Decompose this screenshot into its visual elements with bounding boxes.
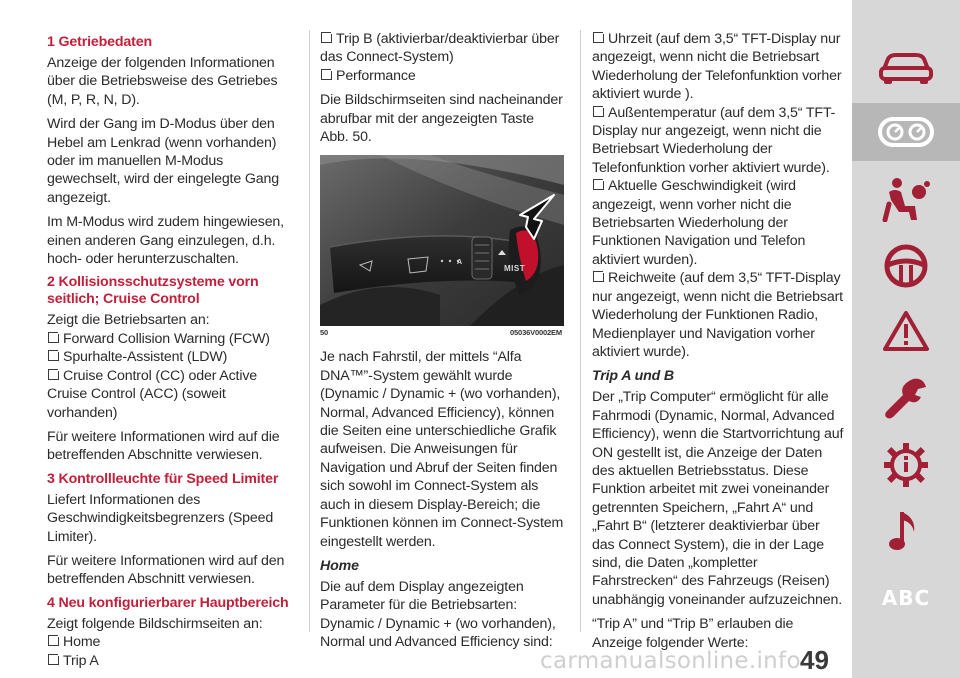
checkbox-bullet-icon [48,350,59,361]
page-number: 49 [800,645,829,675]
nav-item-multimedia[interactable] [852,502,960,560]
nav-item-warnings[interactable] [852,302,960,360]
paragraph: Wird der Gang im D-Modus über den Hebel am Lenkrad (wenn vorhanden) oder im manuellen M-Modus gewechselt, wird der eingelegte Gang angezeigt. [47,116,279,206]
subheading-home: Home [320,557,359,574]
paragraph: Für weitere Informationen wird auf den betreffenden Abschnitt verwiesen. [47,552,285,588]
paragraph: Anzeige der folgenden Informationen über die Betriebsweise des Getriebes (M, P, R, N, D). [47,55,278,108]
list-item: Spurhalte-Assistent (LDW) [47,348,299,366]
airbag-person-icon [881,176,931,222]
paragraph: Im M-Modus wird zudem hingewiesen, einen anderen Gang einzulegen, d.h. hoch- oder herunterzuschalten. [47,214,284,268]
bullet-list [47,330,299,422]
list-item: Aktuelle Geschwindigkeit (wird angezeigt, wenn vorher nicht die Betriebsarten Wiederholung der Funktionen Navigation und Telefon aktiviert wurden). [592,178,806,268]
column-1 [47,30,299,670]
nav-item-start-drive[interactable] [852,237,960,295]
paragraph: Der „Trip Computer“ ermöglicht für alle Fahrmodi (Dynamic, Normal, Advanced Efficiency), wenn die Startvorrichtung auf ON gestellt ist, die Anzeige der Daten des aktuellen Betriebsstatus. Diese Funktion arbeitet mit zwei voneinander getrennten Speichern, „Fahrt A“ und „Fahrt B“ (letzterer deaktivierbar über das Connect System), die in der Lage sind, die Daten „kompletter Fahrstrecken“ des Fahrzeugs (Reisen) unabhängig voneinander aufzuzeichnen. [592,389,844,608]
list-item: Reichweite (auf dem 3,5“ TFT-Display nur angezeigt, wenn nicht die Betriebsart Wiederholung der Funktionen Radio, Medienplayer und Navigation vorher aktiviert wurde). [592,270,843,360]
checkbox-bullet-icon [48,369,59,380]
nav-item-car[interactable] [852,40,960,98]
paragraph: Zeigt folgende Bildschirmseiten an: [47,615,263,632]
bullet-list [592,30,844,361]
checkbox-bullet-icon [593,32,604,43]
list-item: Außentemperatur (auf dem 3,5“ TFT-Display nur angezeigt, wenn nicht die Betriebsart Wiederholung der Telefonfunktion vorher aktiviert wurde). [592,104,836,176]
checkbox-bullet-icon [593,106,604,117]
list-item: Forward Collision Warning (FCW) [47,330,299,348]
music-note-icon [888,508,924,554]
paragraph: “Trip A” und “Trip B” erlauben die Anzeige folgender Werte: [592,616,794,651]
column-3 [592,30,844,658]
chapter-sidebar [852,0,960,678]
nav-item-index-abc[interactable]: ABC [881,586,931,610]
section-heading-hauptbereich: 4 Neu konfigurierbarer Hauptbereich [47,594,289,611]
list-item: Uhrzeit (auf dem 3,5“ TFT-Display nur angezeigt, wenn nicht die Betriebsart Wiederholung der Telefonfunktion vorher aktiviert wurde ). [592,31,842,103]
column-2 [320,30,564,658]
section-heading-getriebedaten: 1 Getriebedaten [47,34,152,50]
figure-code: 05036V0002EM [510,328,562,338]
bullet-list [320,30,564,85]
checkbox-bullet-icon [321,69,332,80]
nav-item-maintenance[interactable] [852,436,960,494]
column-divider [309,30,310,632]
paragraph: Liefert Informationen des Geschwindigkeitsbegrenzers (Speed Limiter). [47,491,274,545]
column-divider [580,30,581,632]
checkbox-bullet-icon [48,635,59,646]
paragraph: Für weitere Informationen wird auf die betreffenden Abschnitte verwiesen. [47,428,280,464]
car-icon [878,51,934,87]
list-item: Cruise Control (CC) oder Active Cruise Control (ACC) (soweit vorhanden) [47,367,258,421]
list-item: Home [47,633,299,651]
figure-label-mist: MIST [504,264,526,274]
list-item: Trip A [47,652,299,670]
checkbox-bullet-icon [593,271,604,282]
checkbox-bullet-icon [321,32,332,43]
checkbox-bullet-icon [48,332,59,343]
nav-item-emergency[interactable] [852,369,960,427]
figure-number: 50 [320,328,329,338]
list-item: Trip B (aktivierbar/deaktivierbar über das Connect-System) [320,31,560,66]
dashboard-gauges-icon [878,117,934,147]
paragraph: Je nach Fahrstil, der mittels “Alfa DNA™”-System gewählt wurde (Dynamic / Dynamic + (wo vorhanden), Normal, Advanced Efficiency), können die Seiten eine unterschiedliche Grafik aufweisen. Die Anweisungen für Navigation und Abruf der Seiten finden sich sowohl im Connect-System als auch in diesem Display-Bereich; die Funktionen können im Connect-System eingestellt werden. [320,349,564,550]
wrench-icon [883,375,929,421]
paragraph: Zeigt die Betriebsarten an: [47,312,210,329]
nav-item-dashboard[interactable] [852,103,960,161]
bullet-list [47,633,299,670]
steering-wheel-icon [883,243,929,289]
gear-info-icon [883,442,929,488]
paragraph: Die Bildschirmseiten sind nacheinander abrufbar mit der angezeigten Taste Abb. 50. [320,92,563,146]
steering-stalk-illustration [320,155,564,326]
list-item: Performance [320,67,564,85]
warning-triangle-icon [882,309,930,353]
figure-label-a: A [457,259,462,267]
subheading-trip-a-und-b: Trip A und B [592,368,675,385]
section-heading-speed-limiter: 3 Kontrollleuchte für Speed Limiter [47,470,279,487]
nav-item-safety[interactable] [852,170,960,228]
figure-steering-stalk-photo [320,155,564,326]
checkbox-bullet-icon [593,179,604,190]
figure-caption [320,328,564,338]
watermark: carmanualsonline.info [540,648,801,674]
checkbox-bullet-icon [48,654,59,665]
section-heading-kollisionsschutz: 2 Kollisionsschutzsysteme vorn seitlich; Cruise Control [47,274,259,308]
paragraph: Die auf dem Display angezeigten Parameter für die Betriebsarten: Dynamic / Dynamic + (wo vorhanden), Normal und Advanced Efficiency sind: [320,578,556,651]
